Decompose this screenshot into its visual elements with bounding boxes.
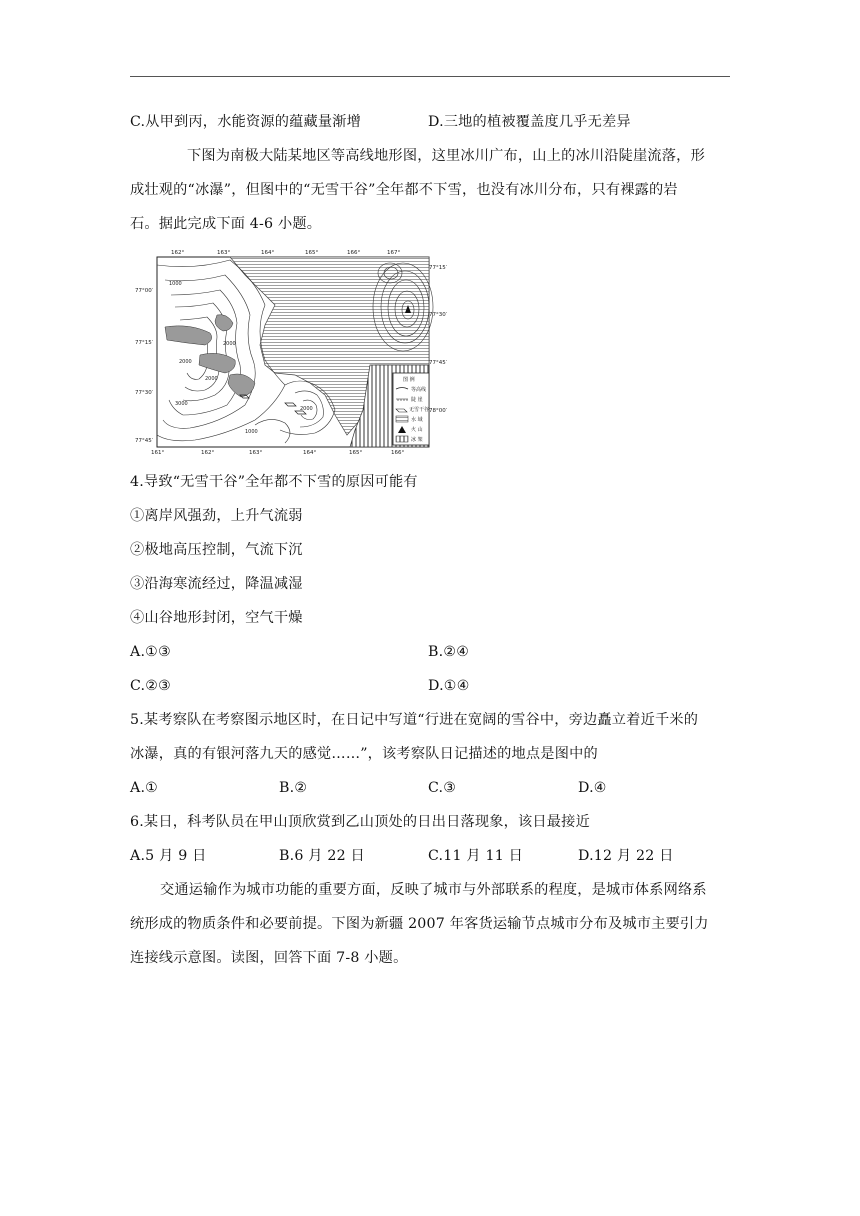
q5-option-a: A.① xyxy=(130,780,159,796)
legend-title: 图 例 xyxy=(403,377,415,383)
q4-option-d: D.①④ xyxy=(428,678,470,694)
q5-option-d: D.④ xyxy=(578,780,607,796)
q4-item-2: ②极地高压控制，气流下沉 xyxy=(130,542,303,558)
q4-option-a: A.①③ xyxy=(130,644,171,660)
left-lat-3: 77°30′ xyxy=(135,390,153,396)
q5-line1: 5.某考察队在考察图示地区时，在日记中写道“行进在宽阔的雪谷中，旁边矗立着近千米的 xyxy=(130,712,699,728)
antarctic-contour-map xyxy=(135,245,453,457)
right-lat-3: 77°45′ xyxy=(429,360,447,366)
left-lat-1: 77°00′ xyxy=(135,288,153,294)
contour-label-4: 2000 xyxy=(223,341,236,347)
top-lon-6: 167° xyxy=(387,250,401,256)
q5-option-c: C.③ xyxy=(428,780,457,796)
q4-item-1: ①离岸风强劲，上升气流弱 xyxy=(130,508,303,524)
q4-item-4: ④山谷地形封闭，空气干燥 xyxy=(130,610,303,626)
q3-option-d: D.三地的植被覆盖度几乎无差异 xyxy=(428,114,631,130)
contour-label-6: 3000 xyxy=(175,401,188,407)
contour-label-7: 2000 xyxy=(300,406,313,412)
legend-water: 水 域 xyxy=(411,417,423,423)
legend-dry-valley: 无雪干谷 xyxy=(409,407,430,413)
intro-7-8-line2: 统形成的物质条件和必要前提。下图为新疆 2007 年客货运输节点城市分布及城市主要引力 xyxy=(130,916,709,932)
q4-item-3: ③沿海寒流经过，降温减湿 xyxy=(130,576,303,592)
legend-volcano: 火 山 xyxy=(411,427,423,433)
bottom-lon-1: 161° xyxy=(151,450,165,456)
contour-label-2: 2000 xyxy=(179,359,192,365)
intro-7-8-line3: 连接线示意图。读图，回答下面 7-8 小题。 xyxy=(130,950,408,966)
q4-option-b: B.②④ xyxy=(428,644,470,660)
contour-label-5: 1000 xyxy=(245,429,258,435)
bottom-lon-2: 162° xyxy=(201,450,215,456)
q5-option-b: B.② xyxy=(279,780,308,796)
q6-stem: 6.某日，科考队员在甲山顶欣赏到乙山顶处的日出日落现象，该日最接近 xyxy=(130,814,590,830)
q4-option-c: C.②③ xyxy=(130,678,172,694)
intro-4-6-line3: 石。据此完成下面 4-6 小题。 xyxy=(130,216,322,232)
q6-option-c: C.11 月 11 日 xyxy=(428,848,524,864)
top-lon-4: 165° xyxy=(305,250,319,256)
q6-option-b: B.6 月 22 日 xyxy=(279,848,365,864)
contour-label-3: 2000 xyxy=(205,376,218,382)
intro-7-8-line1: 交通运输作为城市功能的重要方面，反映了城市与外部联系的程度，是城市体系网络系 xyxy=(160,882,707,898)
legend-ice-shelf: 冰 架 xyxy=(411,437,423,443)
right-lat-2: 77°30′ xyxy=(429,312,447,318)
left-lat-4: 77°45′ xyxy=(135,438,153,444)
top-lon-2: 163° xyxy=(217,250,231,256)
right-lat-4: 78°00′ xyxy=(429,408,447,414)
q3-option-c: C.从甲到丙，水能资源的蕴藏量渐增 xyxy=(130,114,362,130)
header-rule xyxy=(130,76,730,77)
bottom-lon-4: 164° xyxy=(303,450,317,456)
q5-line2: 冰瀑，真的有银河落九天的感觉……”，该考察队日记描述的地点是图中的 xyxy=(130,746,598,762)
q6-option-a: A.5 月 9 日 xyxy=(130,848,207,864)
q6-option-d: D.12 月 22 日 xyxy=(578,848,674,864)
intro-4-6-line1: 下图为南极大陆某地区等高线地形图，这里冰川广布，山上的冰川沿陡崖流落，形 xyxy=(187,148,705,164)
bottom-lon-6: 166° xyxy=(391,450,405,456)
top-lon-5: 166° xyxy=(347,250,361,256)
bottom-lon-3: 163° xyxy=(249,450,263,456)
legend-contour: 等高线 xyxy=(411,387,427,393)
intro-4-6-line2: 成壮观的“冰瀑”，但图中的“无雪干谷”全年都不下雪，也没有冰川分布，只有裸露的岩 xyxy=(130,182,678,198)
legend-cliff: 陡 崖 xyxy=(411,397,423,403)
top-lon-3: 164° xyxy=(261,250,275,256)
map-legend xyxy=(393,373,429,445)
bottom-lon-5: 165° xyxy=(349,450,363,456)
contour-label-1: 1000 xyxy=(169,281,182,287)
q4-stem: 4.导致“无雪干谷”全年都不下雪的原因可能有 xyxy=(130,474,418,490)
left-lat-2: 77°15′ xyxy=(135,340,153,346)
top-lon-1: 162° xyxy=(171,250,185,256)
right-lat-1: 77°15′ xyxy=(429,265,447,271)
